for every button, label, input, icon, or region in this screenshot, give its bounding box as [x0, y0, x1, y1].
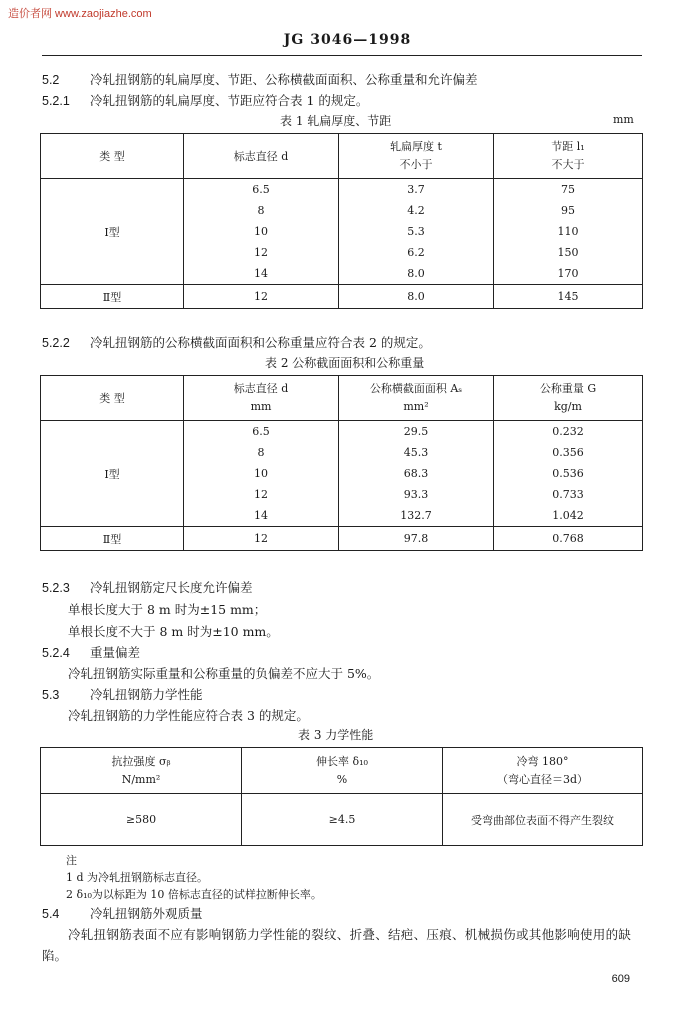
- header-tensile-label: 抗拉强度 σᵦ: [111, 754, 171, 768]
- header-weight: [494, 376, 643, 421]
- header-type: 类 型: [41, 134, 184, 179]
- header-type: 类 型: [41, 376, 184, 421]
- table-row: [41, 285, 643, 309]
- cell-value: 14: [254, 509, 268, 522]
- diameter-cell: 12: [184, 527, 339, 551]
- type-cell: Ⅰ型: [41, 421, 184, 527]
- standard-code: JG 3046—1998: [283, 32, 412, 48]
- header-tensile-unit: N/mm²: [121, 772, 161, 786]
- weight-cell: 0.768: [494, 527, 643, 551]
- notes-label: 注: [66, 854, 77, 867]
- cell-value: 110: [557, 225, 579, 238]
- header-diameter: [184, 376, 339, 421]
- table-row: [41, 794, 643, 846]
- section-5-2-4: [42, 643, 140, 661]
- table3: [40, 747, 643, 846]
- cell-value: 68.3: [403, 467, 429, 480]
- section-text: 冷轧扭钢筋外观质量: [90, 906, 203, 921]
- area-cell: [339, 421, 494, 527]
- cell-value: 0.733: [552, 488, 584, 501]
- table-row: [41, 527, 643, 551]
- section-5-3: [42, 685, 203, 703]
- header-thickness-sub: 不小于: [399, 158, 433, 171]
- type-cell: Ⅰ型: [41, 179, 184, 285]
- diameter-cell: [184, 421, 339, 527]
- diameter-cell: 12: [184, 285, 339, 309]
- cell-value: 10: [254, 225, 268, 238]
- note-item: 2 δ₁₀为以标距为 10 倍标志直径的试样拉断伸长率。: [66, 888, 322, 901]
- section-5-2: [42, 70, 478, 88]
- table1-caption: 表 1 轧扁厚度、节距: [280, 114, 392, 128]
- paragraph-line: 冷轧扭钢筋的力学性能应符合表 3 的规定。: [68, 708, 309, 723]
- section-number: 5.3: [42, 688, 60, 702]
- section-title: 冷轧扭钢筋的轧扁厚度、节距、公称横截面面积、公称重量和允许偏差: [90, 72, 478, 87]
- cell-value: 6.5: [252, 183, 270, 196]
- section-5-4: [42, 904, 203, 922]
- header-elongation-unit: %: [336, 772, 348, 786]
- table-header-row: [41, 376, 643, 421]
- bend-cell: 受弯曲部位表面不得产生裂纹: [443, 794, 643, 846]
- cell-value: 6.2: [407, 246, 425, 259]
- section-text: 冷轧扭钢筋的公称横截面面积和公称重量应符合表 2 的规定。: [90, 335, 431, 350]
- header-diameter-unit: mm: [250, 400, 272, 413]
- section-text: 冷轧扭钢筋定尺长度允许偏差: [90, 580, 253, 595]
- paragraph-line: 单根长度不大于 8 m 时为±10 mm。: [68, 624, 279, 639]
- section-5-2-1: [42, 91, 368, 109]
- cell-value: 12: [254, 246, 268, 259]
- thickness-cell: [339, 179, 494, 285]
- section-number: 5.2.4: [42, 646, 70, 660]
- pitch-cell: 145: [494, 285, 643, 309]
- cell-value: 1.042: [552, 509, 584, 522]
- cell-value: 8: [257, 446, 265, 459]
- cell-value: 8: [257, 204, 265, 217]
- section-text: 冷轧扭钢筋力学性能: [90, 687, 203, 702]
- table3-caption: 表 3 力学性能: [298, 728, 374, 742]
- table1-unit: mm: [613, 113, 634, 126]
- type-cell: Ⅱ型: [41, 527, 184, 551]
- header-weight-label: 公称重量 G: [539, 382, 597, 395]
- cell-value: 4.2: [407, 204, 425, 217]
- header-pitch: [494, 134, 643, 179]
- header-bend-label: 冷弯 180°: [516, 754, 569, 768]
- cell-value: 14: [254, 267, 268, 280]
- tensile-cell: ≥580: [41, 794, 242, 846]
- cell-value: 95: [561, 204, 575, 217]
- paragraph-line: 陷。: [42, 948, 68, 963]
- cell-value: 8.0: [407, 267, 425, 280]
- cell-value: 3.7: [407, 183, 425, 196]
- watermark: 造价者网 www.zaojiazhe.com: [8, 8, 152, 20]
- header-thickness: [339, 134, 494, 179]
- cell-value: 93.3: [403, 488, 429, 501]
- weight-cell: [494, 421, 643, 527]
- cell-value: 6.5: [252, 425, 270, 438]
- cell-value: 132.7: [400, 509, 432, 522]
- header-diameter-label: 标志直径 d: [233, 382, 289, 395]
- header-pitch-label: 节距 l₁: [551, 140, 585, 153]
- cell-value: 5.3: [407, 225, 425, 238]
- section-5-2-2: [42, 333, 431, 351]
- section-number: 5.2: [42, 73, 60, 87]
- header-bend: [443, 748, 643, 794]
- cell-value: 170: [557, 267, 579, 280]
- cell-value: 0.356: [552, 446, 584, 459]
- cell-value: 12: [254, 488, 268, 501]
- header-elongation-label: 伸长率 δ₁₀: [316, 754, 368, 768]
- page-number: 609: [611, 973, 630, 985]
- header-bend-sub: （弯心直径＝3d）: [496, 772, 589, 786]
- type-cell: Ⅱ型: [41, 285, 184, 309]
- cell-value: 0.232: [552, 425, 584, 438]
- area-cell: 97.8: [339, 527, 494, 551]
- table1: [40, 133, 643, 309]
- section-text: 冷轧扭钢筋的轧扁厚度、节距应符合表 1 的规定。: [90, 93, 369, 108]
- cell-value: 0.536: [552, 467, 584, 480]
- table2-caption: 表 2 公称截面面积和公称重量: [265, 356, 425, 370]
- elongation-cell: ≥4.5: [242, 794, 443, 846]
- header-tensile: [41, 748, 242, 794]
- header-diameter: 标志直径 d: [184, 134, 339, 179]
- section-number: 5.2.1: [42, 94, 70, 108]
- header-area: [339, 376, 494, 421]
- cell-value: 150: [557, 246, 579, 259]
- cell-value: 45.3: [403, 446, 429, 459]
- table-header-row: [41, 134, 643, 179]
- cell-value: 29.5: [403, 425, 429, 438]
- header-weight-unit: kg/m: [554, 400, 582, 413]
- cell-value: 10: [254, 467, 268, 480]
- cell-value: 75: [561, 183, 575, 196]
- header-thickness-label: 轧扁厚度 t: [390, 140, 442, 153]
- table2: [40, 375, 643, 551]
- section-5-2-3: [42, 578, 253, 596]
- table-row: [41, 421, 643, 527]
- thickness-cell: 8.0: [339, 285, 494, 309]
- section-number: 5.4: [42, 907, 60, 921]
- paragraph-line: 单根长度大于 8 m 时为±15 mm；: [68, 602, 267, 617]
- pitch-cell: [494, 179, 643, 285]
- section-number: 5.2.2: [42, 336, 70, 350]
- section-text: 重量偏差: [90, 645, 141, 660]
- table-header-row: [41, 748, 643, 794]
- header-pitch-sub: 不大于: [551, 158, 585, 171]
- header-area-unit: mm²: [403, 400, 429, 413]
- note-item: 1 d 为冷轧扭钢筋标志直径。: [66, 871, 209, 884]
- paragraph-line: 冷轧扭钢筋实际重量和公称重量的负偏差不应大于 5%。: [68, 666, 380, 681]
- header-area-label: 公称横截面面积 Aₛ: [369, 382, 463, 395]
- paragraph-line: 冷轧扭钢筋表面不应有影响钢筋力学性能的裂纹、折叠、结疤、压痕、机械损伤或其他影响使用的缺: [68, 927, 632, 942]
- diameter-cell: [184, 179, 339, 285]
- table-row: [41, 179, 643, 285]
- header-elongation: [242, 748, 443, 794]
- section-number: 5.2.3: [42, 581, 70, 595]
- header-rule: [42, 55, 642, 56]
